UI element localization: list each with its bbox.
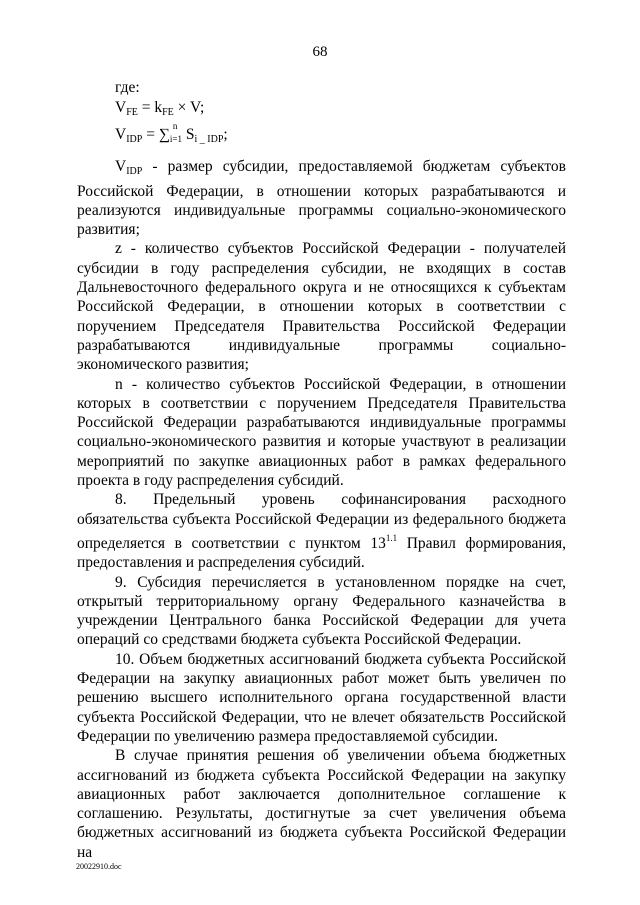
formula-vidp-sum-sign: = ∑ (142, 126, 170, 144)
formula-vidp-sum-top: n (172, 121, 178, 132)
vidp-var: V (115, 158, 127, 176)
formula-vidp-end: ; (223, 126, 228, 144)
paragraph-11: В случае принятия решения об увеличении объема бюджетных ассигнований из бюджета субъекта Российской Федерации на закупку авиационных работ заключается дополнительное соглашение к соглашению. Результаты, достигнутые за счет увеличения объема бюджетных ассигнований из бюджета субъекта Российской Федерации на (77, 747, 566, 861)
lead-text: где: (115, 79, 140, 96)
page-number: 68 (312, 44, 328, 60)
formula-vidp (115, 121, 566, 151)
paragraph-8-ref-sup: 1.1 (385, 532, 398, 543)
footer-filename: 20022910.doc (76, 862, 122, 871)
formula-vidp-term: S (185, 126, 195, 144)
formula-vidp-term-sub: i _ IDP (194, 134, 224, 146)
paragraph-vidp (77, 157, 566, 239)
formula-vfe-k: k (154, 99, 163, 117)
formula-vidp-sum-limits (169, 121, 186, 145)
paragraph-z: z - количество субъектов Российской Федерации - получателей субсидии в году распределения субсидии, не входящих в состав Дальневосточного федерального округа и не относящихся к субъектам Российской Федерации, в отношении которых в соответствии с поручением Председателя Правительства Российской Федерации разрабатываются индивидуальные программы социально-экономического развития; (77, 240, 566, 374)
vidp-text: - размер субсидии, предоставляемой бюджетам субъектов Российской Федерации, в отношении которых разрабатываются и реализуются индивидуальные программы социально-экономического развития; (77, 158, 566, 239)
formula-vidp-sum-bottom: i=1 (169, 134, 182, 145)
vidp-var-sub: IDP (126, 166, 143, 178)
formula-vfe-k-sub: FE (162, 107, 174, 119)
formula-vidp-lhs-sub: IDP (126, 134, 143, 146)
paragraph-8-text-a: 8. Предельный уровень софинансирования расходного обязательства субъекта Российской Федерации из федерального бюджета определяется в соответствии с пунктом 13 (77, 491, 566, 552)
formula-vidp-lhs: V (115, 126, 127, 144)
paragraph-8 (77, 490, 566, 572)
paragraph-8-text-b: Правил формирования, предоставления и распределения субсидий. (77, 534, 567, 572)
paragraph-9: 9. Субсидия перечисляется в установленном порядке на счет, открытый территориальному органу Федерального казначейства в учреждении Центрального банка Российской Федерации для учета операций со средствами бюджета субъекта Российской Федерации. (77, 573, 566, 649)
formula-vfe-lhs: V (115, 99, 127, 117)
formula-vfe-lhs-sub: FE (126, 107, 138, 119)
paragraph-10: 10. Объем бюджетных ассигнований бюджета субъекта Российской Федерации на закупку авиационных работ может быть увеличен по решению высшего исполнительного органа государственной власти субъекта Российской Федерации, что не влечет обязательств Российской Федерации по увеличению размера предоставляемой субсидии. (77, 650, 566, 745)
document-body (77, 78, 566, 862)
formula-vfe-rest: × V; (173, 99, 205, 117)
paragraph-n: n - количество субъектов Российской Федерации, в отношении которых в соответствии с поручением Председателя Правительства Российской Федерации разрабатываются индивидуальные программы социально-экономического развития и которые участвуют в реализации мероприятий по закупке авиационных работ в рамках федерального проекта в году распределения субсидий. (77, 375, 566, 490)
formula-vfe: $V_{FE} = k_{FE} \times V$; (115, 99, 205, 119)
